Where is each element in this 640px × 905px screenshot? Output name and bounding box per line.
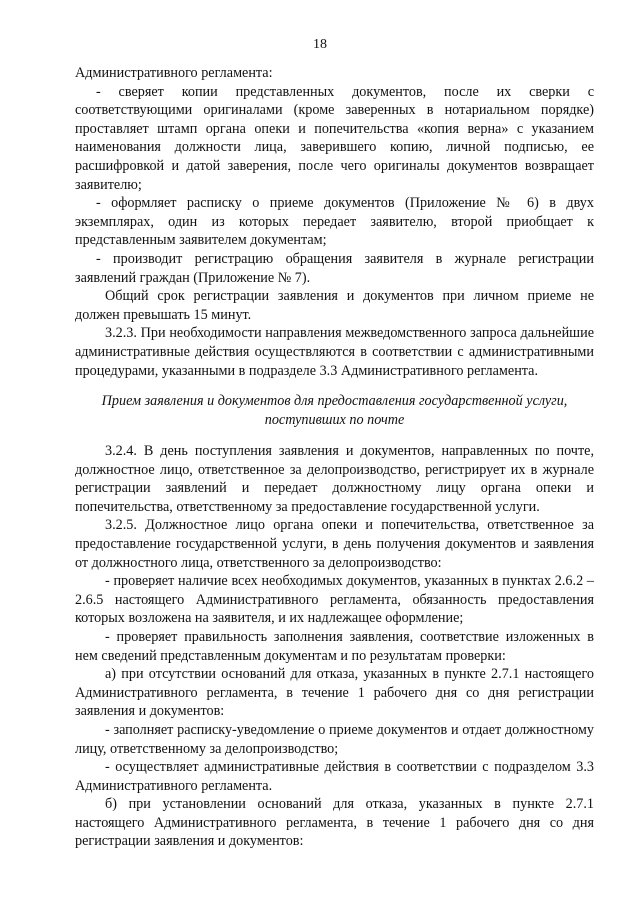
text-block-1 <box>75 64 594 380</box>
paragraph: Общий срок регистрации заявления и документов при личном приеме не должен превышать 15 минут. <box>75 288 594 323</box>
paragraph: - проверяет правильность заполнения заявления, соответствие изложенных в нем сведений представленным документам и по результатам проверки: <box>75 628 594 664</box>
section-title: Прием заявления и документов для предоставления государственной услуги, поступивших по почте <box>101 393 568 428</box>
paragraph: - проверяет наличие всех необходимых документов, указанных в пунктах 2.6.2 – 2.6.5 настоящего Административного регламента, обязанность предоставления которых возложена на заявителя, и их надлежащее оформление; <box>75 573 594 627</box>
paragraph: 3.2.5. Должностное лицо органа опеки и попечительства, ответственное за предоставление государственной услуги, в день получения документов и заявления от должностного лица, ответственного за делопроизводство: <box>75 517 594 571</box>
paragraph: - производит регистрацию обращения заявителя в журнале регистрации заявлений граждан (Приложение № 7). <box>75 250 594 286</box>
paragraph: б) при установлении оснований для отказа, указанных в пункте 2.7.1 настоящего Административного регламента, в течение 1 рабочего дня со дня регистрации заявления и документов: <box>75 796 594 850</box>
paragraph: 3.2.4. В день поступления заявления и документов, направленных по почте, должностное лицо, ответственное за делопроизводство, регистрирует их в журнале регистрации заявлений и передает должностному лицу органа опеки и попечительства, ответственному за предоставление государственной услуги. <box>75 443 594 515</box>
paragraph: а) при отсутствии оснований для отказа, указанных в пункте 2.7.1 настоящего Административного регламента, в течение 1 рабочего дня со дня регистрации заявления и документов: <box>75 666 594 720</box>
paragraph: - сверяет копии представленных документов, после их сверки с соответствующими оригиналами (кроме заверенных в нотариальном порядке) проставляет штамп органа опеки и попечительства «копия верна» с указанием наименования должности лица, заверившего копию, личной подписью, ее расшифровкой и датой заверения, после чего оригиналы документов возвращает заявителю; <box>75 83 594 193</box>
paragraph: - оформляет расписку о приеме документов (Приложение № 6) в двух экземплярах, один из которых передает заявителю, второй приобщает к представленным заявителем документам; <box>75 195 594 249</box>
paragraph: - осуществляет административные действия в соответствии с подразделом 3.3 Административного регламента. <box>75 759 594 794</box>
paragraph: Административного регламента: <box>75 65 273 81</box>
text-block-2 <box>75 442 594 851</box>
paragraph: - заполняет расписку-уведомление о приеме документов и отдает должностному лицу, ответственному за делопроизводство; <box>75 721 594 757</box>
page-number: 18 <box>313 37 327 52</box>
paragraph: 3.2.3. При необходимости направления межведомственного запроса дальнейшие административные действия осуществляются в соответствии с административными процедурами, указанными в подразделе 3.3 Административного регламента. <box>75 325 594 379</box>
